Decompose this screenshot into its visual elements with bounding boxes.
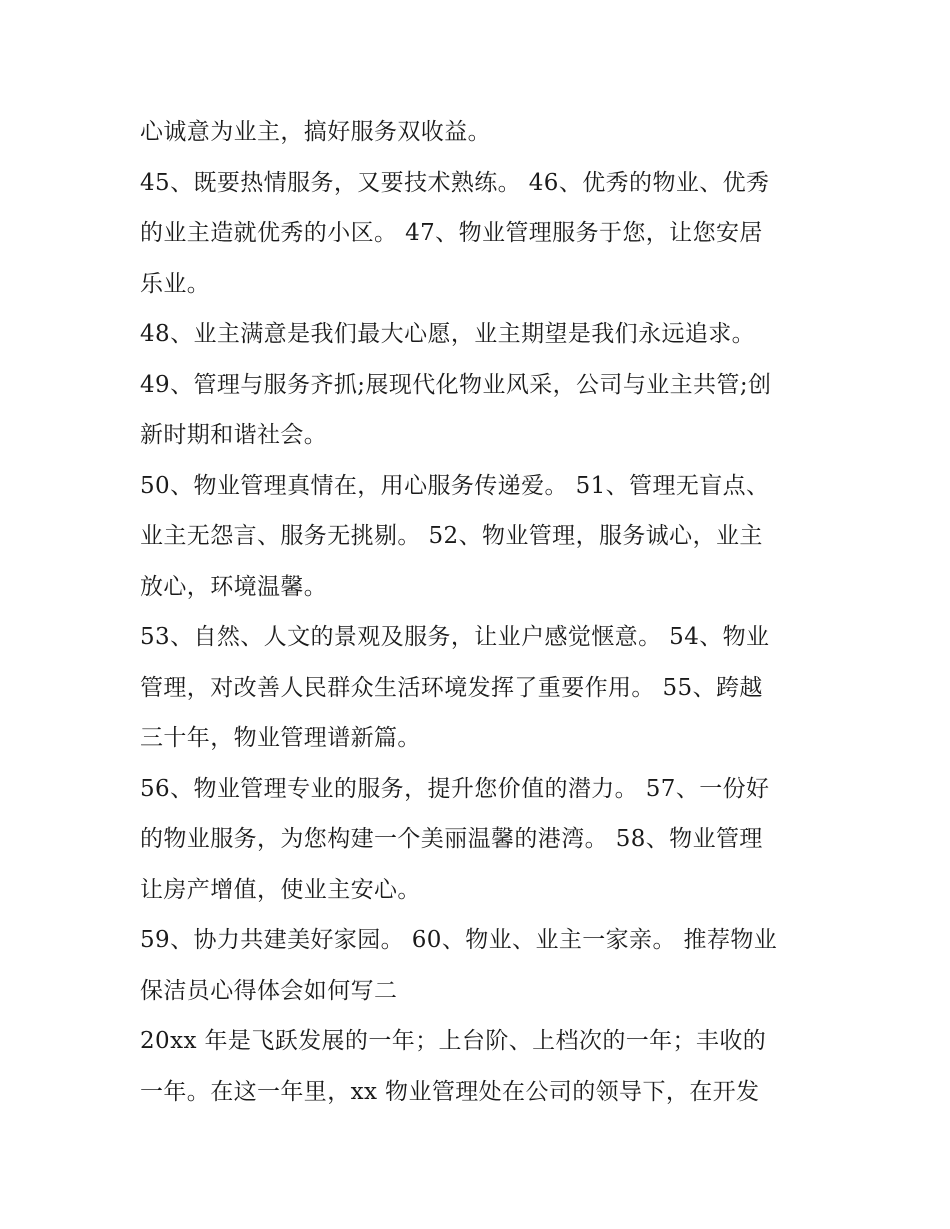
text-line: 业主无怨言、服务无挑剔。 52、物业管理，服务诚心，业主 bbox=[140, 523, 763, 549]
text-line: 保洁员心得体会如何写二 bbox=[140, 977, 398, 1004]
text-line: 50、物业管理真情在，用心服务传递爱。 51、管理无盲点、 bbox=[140, 472, 770, 499]
text-line: 让房产增值，使业主安心。 bbox=[140, 876, 421, 903]
text-line: 新时期和谐社会。 bbox=[140, 422, 328, 448]
text-line: 一年。在这一年里，xx 物业管理处在公司的领导下，在开发 bbox=[140, 1078, 760, 1105]
text-line: 三十年，物业管理谱新篇。 bbox=[140, 725, 421, 751]
text-line: 乐业。 bbox=[140, 270, 211, 297]
text-line: 放心，环境温馨。 bbox=[140, 573, 328, 600]
text-line: 的物业服务，为您构建一个美丽温馨的港湾。 58、物业管理 bbox=[140, 826, 763, 852]
text-line: 59、协力共建美好家园。 60、物业、业主一家亲。 推荐物业 bbox=[140, 927, 778, 953]
text-line: 45、既要热情服务，又要技术熟练。 46、优秀的物业、优秀 bbox=[140, 169, 770, 196]
document-body bbox=[140, 107, 810, 1117]
text-line: 49、管理与服务齐抓;展现代化物业风采，公司与业主共管;创 bbox=[140, 371, 772, 398]
text-line: 56、物业管理专业的服务，提升您价值的潜力。 57、一份好 bbox=[140, 775, 770, 802]
text-line: 管理，对改善人民群众生活环境发挥了重要作用。 55、跨越 bbox=[140, 674, 763, 701]
text-line: 的业主造就优秀的小区。 47、物业管理服务于您，让您安居 bbox=[140, 220, 763, 246]
text-line: 53、自然、人文的景观及服务，让业户感觉惬意。 54、物业 bbox=[140, 624, 770, 650]
text-line: 心诚意为业主，搞好服务双收益。 bbox=[140, 119, 491, 145]
text-line: 20xx 年是飞跃发展的一年；上台阶、上档次的一年；丰收的 bbox=[140, 1028, 767, 1054]
text-line: 48、业主满意是我们最大心愿，业主期望是我们永远追求。 bbox=[140, 321, 756, 347]
